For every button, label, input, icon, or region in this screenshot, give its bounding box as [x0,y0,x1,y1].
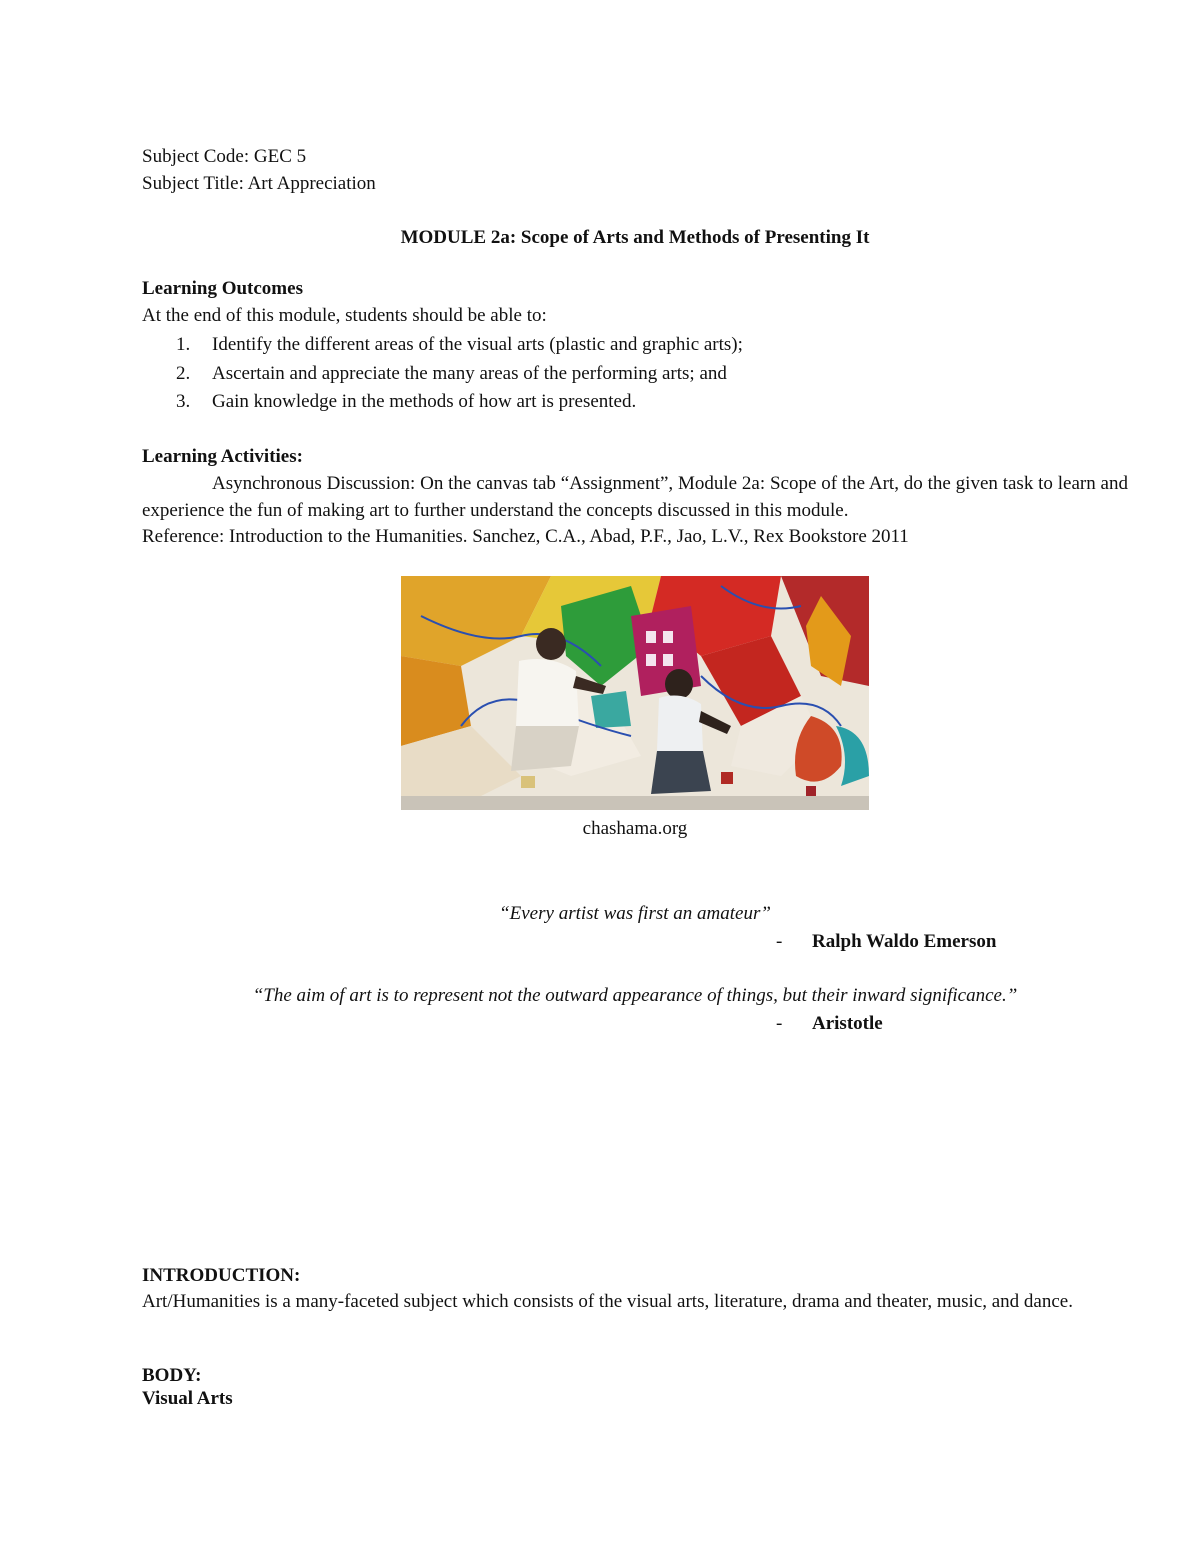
quote-text: “Every artist was first an amateur” [499,903,771,924]
quote-dash: - [776,1013,783,1034]
introduction-heading: INTRODUCTION: [142,1265,301,1286]
subject-title: Subject Title: Art Appreciation [142,173,376,194]
list-item [142,331,1128,360]
list-item-text: Ascertain and appreciate the many areas of the performing arts; and [212,362,727,384]
list-item [142,388,1128,417]
quote-author: Ralph Waldo Emerson [812,931,997,952]
introduction-text: Art/Humanities is a many-faceted subject which consists of the visual arts, literature, drama and theater, music, and dance. [142,1291,1073,1312]
quote-author: Aristotle [812,1013,883,1034]
subject-code: Subject Code: GEC 5 [142,146,307,167]
body-heading: BODY: [142,1365,202,1386]
learning-outcomes-list [142,331,1128,417]
quote-text: “The aim of art is to represent not the outward appearance of things, but their inward significance.” [252,985,1018,1006]
list-item-number: 2. [176,362,191,384]
learning-activities-heading: Learning Activities: [142,446,303,467]
learning-activities-paragraph: Asynchronous Discussion: On the canvas tab “Assignment”, Module 2a: Scope of the Art, do the given task to learn and experience the fun of making art to further understand the concepts discussed in this module. [142,473,1128,521]
quote-dash: - [776,931,783,952]
figure-caption: chashama.org [582,818,688,839]
visual-arts-heading: Visual Arts [142,1388,233,1409]
list-item-text: Gain knowledge in the methods of how art is presented. [212,391,637,412]
learning-outcomes-heading: Learning Outcomes [142,278,303,299]
module-title: MODULE 2a: Scope of Arts and Methods of Presenting It [400,227,870,248]
list-item-number: 1. [176,334,191,355]
mural-painting-image [401,576,869,810]
list-item-number: 3. [176,391,191,412]
list-item [142,360,1128,389]
list-item-text: Identify the different areas of the visual arts (plastic and graphic arts); [212,334,743,355]
learning-outcomes-intro: At the end of this module, students should be able to: [142,305,547,326]
reference-text: Reference: Introduction to the Humanities. Sanchez, C.A., Abad, P.F., Jao, L.V., Rex Bookstore 2011 [142,526,909,547]
